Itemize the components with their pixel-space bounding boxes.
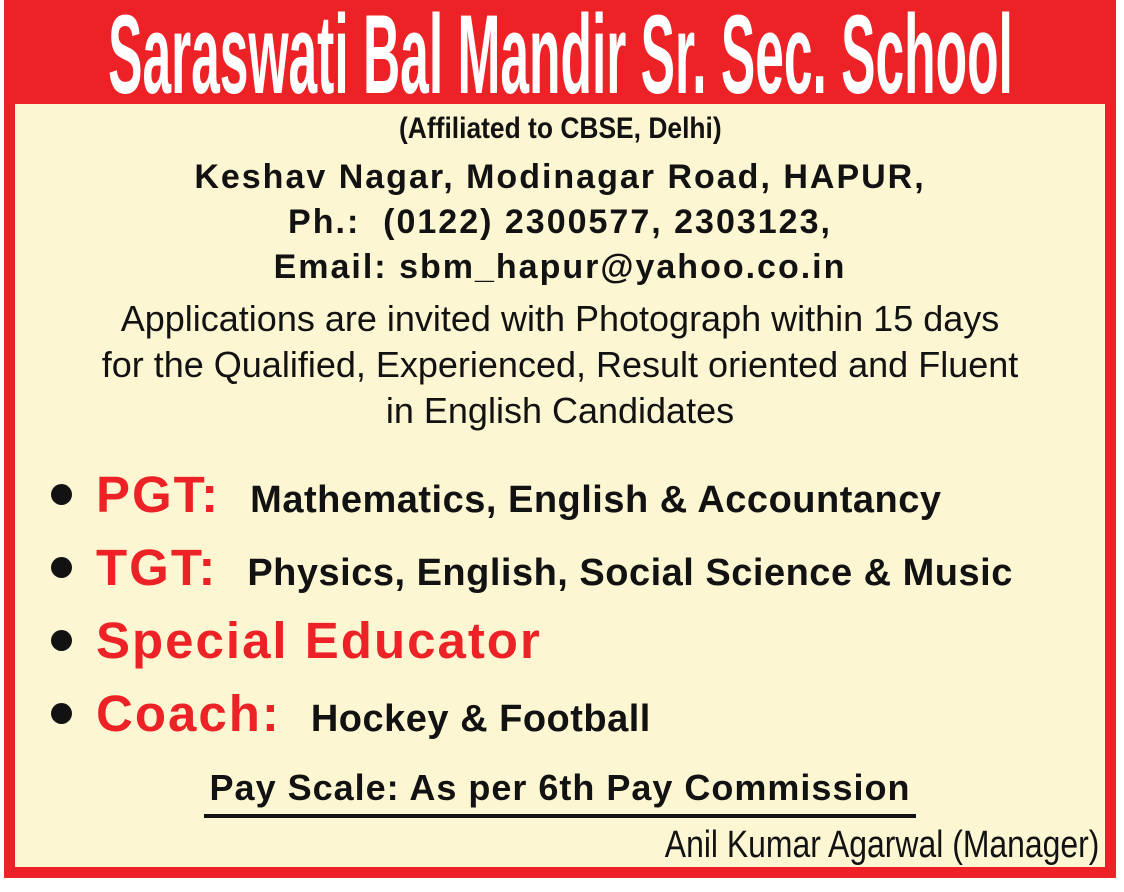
- phone-line: Ph.: (0122) 2300577, 2303123,: [288, 203, 832, 241]
- bullet-dot-icon: [51, 484, 72, 505]
- position-title: Coach:: [96, 685, 281, 742]
- masthead-banner: [14, 0, 1106, 117]
- position-row-tgt: [15, 531, 1105, 604]
- advert-container: [4, 0, 1116, 878]
- school-name-title: Saraswati Bal Mandir Sr. Sec. School: [107, 0, 1013, 117]
- affiliation-line: [15, 111, 1105, 147]
- bullet-dot-icon: [51, 557, 72, 578]
- intro-paragraph: [15, 296, 1105, 434]
- manager-name-text: Anil Kumar Agarwal (Manager): [664, 824, 1099, 866]
- position-title: PGT:: [96, 466, 221, 523]
- position-subjects: Hockey & Football: [310, 698, 651, 740]
- pay-scale-text: Pay Scale: As per 6th Pay Commission: [204, 767, 917, 818]
- position-subjects: Physics, English, Social Science & Music: [247, 552, 1013, 594]
- intro-line: in English Candidates: [385, 390, 735, 431]
- bullet-dot-icon: [51, 630, 72, 651]
- bullet-dot-icon: [51, 703, 72, 724]
- position-title: TGT:: [96, 539, 218, 596]
- positions-list: [15, 458, 1105, 750]
- intro-line: Applications are invited with Photograph within 15 days: [120, 298, 1000, 339]
- signature-line: [582, 823, 1099, 867]
- position-row-coach: [15, 677, 1105, 750]
- address-line: Keshav Nagar, Modinagar Road, HAPUR,: [194, 158, 926, 196]
- advert-body: [15, 0, 1105, 867]
- pay-scale-line: [15, 767, 1105, 818]
- intro-line: for the Qualified, Experienced, Result oriented and Fluent: [101, 344, 1019, 385]
- position-row-special-educator: [15, 604, 1105, 677]
- position-title: Special Educator: [96, 612, 542, 669]
- email-line: Email: sbm_hapur@yahoo.co.in: [273, 248, 847, 286]
- position-row-pgt: [15, 458, 1105, 531]
- position-subjects: Mathematics, English & Accountancy: [250, 479, 942, 521]
- affiliation-text: (Affiliated to CBSE, Delhi): [398, 112, 722, 145]
